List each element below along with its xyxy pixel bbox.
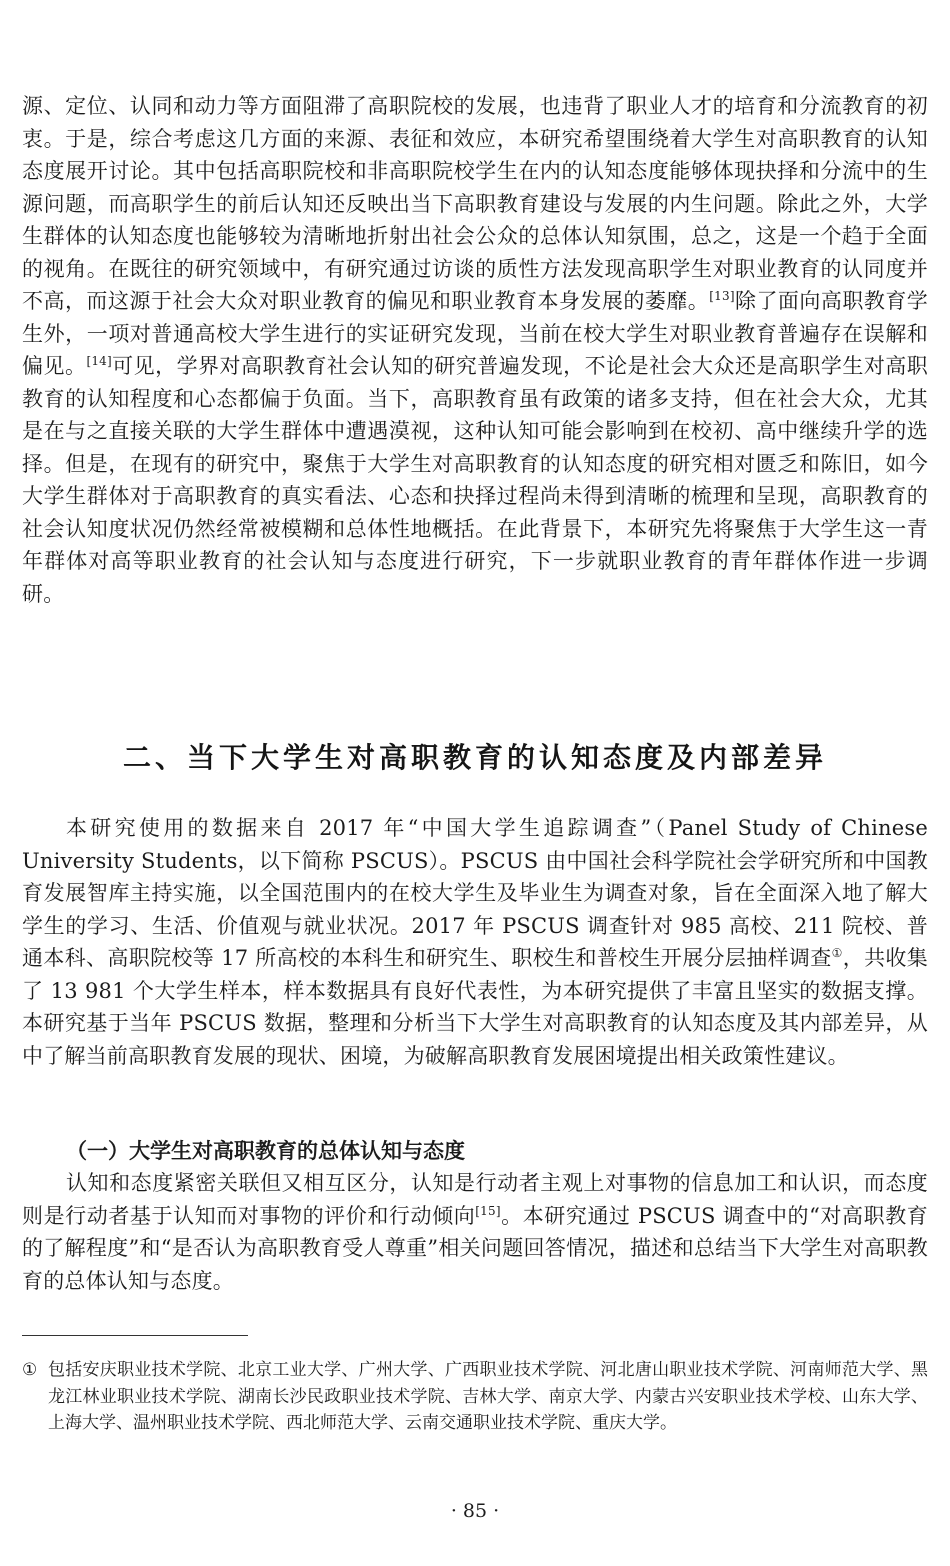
section-heading: 二、当下大学生对高职教育的认知态度及内部差异: [122, 741, 827, 774]
data-text-2: ，共收集了 13 981 个大学生样本，样本数据具有良好代表性，为本研究提供了丰富且坚实的数据支撑。本研究基于当年 PSCUS 数据，整理和分析当下大学生对高职教育的认知态度及其内部差异，从中了解当前高职教育发展的现状、困境，为破解高职教育发展困境提出相关政策性建议。: [22, 946, 928, 1068]
citation-14: [14]: [86, 354, 112, 368]
page-number: · 85 ·: [450, 1500, 500, 1522]
cognition-text-2: 。本研究通过 PSCUS 调查中的“对高职教育的了解程度”和“是否认为高职教育受人尊重”相关问题回答情况，描述和总结当下大学生对高职教育的总体认知与态度。: [22, 1203, 928, 1293]
cognition-paragraph: [22, 1167, 928, 1297]
data-source-paragraph: [22, 812, 928, 1072]
subsection-heading: （一）大学生对高职教育的总体认知与态度: [66, 1138, 465, 1163]
footnote: [22, 1357, 928, 1437]
citation-13: [13]: [709, 289, 735, 303]
footnote-mark: ①: [22, 1360, 38, 1380]
footnote-ref-1[interactable]: ①: [831, 946, 843, 960]
intro-paragraph: [22, 90, 928, 610]
intro-text-3: 可见，学界对高职教育社会认知的研究普遍发现，不论是社会大众还是高职学生对高职教育的认知程度和心态都偏于负面。当下，高职教育虽有政策的诸多支持，但在社会大众，尤其是在与之直接关联的大学生群体中遭遇漠视，这种认知可能会影响到在校初、高中继续升学的选择。但是，在现有的研究中，聚焦于大学生对高职教育的认知态度的研究相对匮乏和陈旧，如今大学生群体对于高职教育的真实看法、心态和抉择过程尚未得到清晰的梳理和呈现，高职教育的社会认知度状况仍然经常被模糊和总体性地概括。在此背景下，本研究先将聚焦于大学生这一青年群体对高等职业教育的社会认知与态度进行研究，下一步就职业教育的青年群体作进一步调研。: [22, 354, 928, 606]
footnote-divider: [22, 1335, 248, 1336]
intro-text-2: 除了面向高职教育学生外，一项对普通高校大学生进行的实证研究发现，当前在校大学生对职业教育普遍存在误解和偏见。: [22, 289, 928, 378]
data-text-1: 本研究使用的数据来自 2017 年“中国大学生追踪调查”（Panel Study of Chinese University Students，以下简称 PSCUS）。PSCUS 由中国社会科学院社会学研究所和中国教育发展智库主持实施，以全国范围内的在校大学生及毕业生为调查对象，旨在全面深入地了解大学生的学习、生活、价值观与就业状况。2017 年 PSCUS 调查针对 985 高校、211 院校、普通本科、高职院校等 17 所高校的本科生和研究生、职校生和普校生开展分层抽样调查: [22, 816, 928, 970]
cognition-text-1: 认知和态度紧密关联但又相互区分，认知是行动者主观上对事物的信息加工和认识，而态度则是行动者基于认知而对事物的评价和行动倾向: [22, 1171, 928, 1228]
citation-15: [15]: [475, 1203, 501, 1218]
footnote-text: 包括安庆职业技术学院、北京工业大学、广州大学、广西职业技术学院、河北唐山职业技术学院、河南师范大学、黑龙江林业职业技术学院、湖南长沙民政职业技术学院、吉林大学、南京大学、内蒙古兴安职业技术学校、山东大学、上海大学、温州职业技术学院、西北师范大学、云南交通职业技术学院、重庆大学。: [48, 1360, 928, 1433]
intro-text-1: 源、定位、认同和动力等方面阻滞了高职院校的发展，也违背了职业人才的培育和分流教育的初衷。于是，综合考虑这几方面的来源、表征和效应，本研究希望围绕着大学生对高职教育的认知态度展开讨论。其中包括高职院校和非高职院校学生在内的认知态度能够体现抉择和分流中的生源问题，而高职学生的前后认知还反映出当下高职教育建设与发展的内生问题。除此之外，大学生群体的认知态度也能够较为清晰地折射出社会公众的总体认知氛围，总之，这是一个趋于全面的视角。在既往的研究领域中，有研究通过访谈的质性方法发现高职学生对职业教育的认同度并不高，而这源于社会大众对职业教育的偏见和职业教育本身发展的萎靡。: [22, 94, 928, 313]
